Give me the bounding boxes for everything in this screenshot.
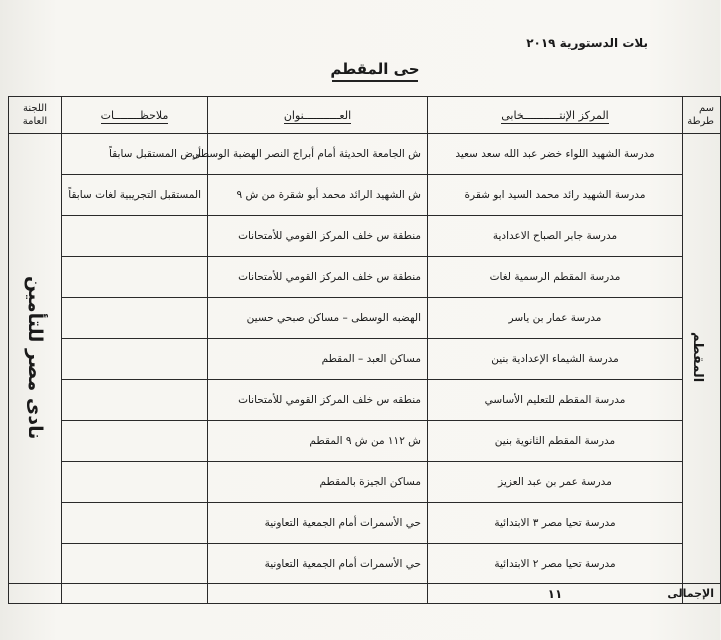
center-name: مدرسة الشهيد رائد محمد السيد ابو شقرة: [428, 174, 683, 215]
header-note: بلات الدستورية ٢٠١٩: [526, 36, 648, 50]
center-name: مدرسة المقطم الثانوية بنين: [428, 420, 683, 461]
table-row: [9, 174, 721, 215]
committee-value: نادى مصر للتأمين: [24, 275, 46, 439]
region-cell: [683, 134, 721, 584]
center-note: [62, 215, 208, 256]
center-address: منطقة س خلف المركز القومي للأمتحانات: [208, 256, 428, 297]
center-address: حي الأسمرات أمام الجمعية التعاونية: [208, 543, 428, 584]
col-notes-header: [62, 97, 208, 134]
center-address: مساكن العبد – المقطم: [208, 338, 428, 379]
center-address: حي الأسمرات أمام الجمعية التعاونية: [208, 502, 428, 543]
center-name: مدرسة تحيا مصر ٢ الابتدائية: [428, 543, 683, 584]
total-empty-committee: [9, 584, 62, 604]
center-note: [62, 379, 208, 420]
total-value: ١١: [428, 584, 683, 604]
center-name: مدرسة عمر بن عبد العزيز: [428, 461, 683, 502]
title-text: حى المقطم: [330, 60, 420, 78]
col-center-header: [428, 97, 683, 134]
title-underline: [332, 80, 418, 82]
center-address: منطقة س خلف المركز القومي للأمتحانات: [208, 215, 428, 256]
polling-centers-table: [8, 96, 721, 604]
table-row: [9, 461, 721, 502]
center-note: [62, 420, 208, 461]
table-row: [9, 297, 721, 338]
col-region-header: سم طرطة: [683, 97, 721, 134]
center-name: مدرسة المقطم للتعليم الأساسي: [428, 379, 683, 420]
table-row: [9, 379, 721, 420]
table-row: [9, 256, 721, 297]
center-address: ش الجامعة الحديثة أمام أبراج النصر الهضبة الوسطى: [208, 134, 428, 175]
region-label: المقطم: [690, 332, 705, 383]
table-row: [9, 502, 721, 543]
center-name: مدرسة المقطم الرسمية لغات: [428, 256, 683, 297]
table-row: [9, 543, 721, 584]
table-row: [9, 215, 721, 256]
center-note: [62, 543, 208, 584]
center-note: [62, 256, 208, 297]
document-title: [320, 60, 430, 82]
committee-cell: [9, 134, 62, 584]
col-notes-label: ملاحظــــــــات: [100, 108, 169, 122]
center-name: مدرسة تحيا مصر ٣ الابتدائية: [428, 502, 683, 543]
center-name: مدرسة جابر الصباح الاعدادية: [428, 215, 683, 256]
col-address-label: العـــــــــــنوان: [283, 108, 352, 122]
center-address: منطقه س خلف المركز القومي للأمتحانات: [208, 379, 428, 420]
total-label: الإجمالى: [683, 584, 721, 604]
center-note: [62, 502, 208, 543]
col-committee-header: اللجنة العامة: [9, 97, 62, 134]
center-address: ش الشهيد الرائد محمد أبو شقرة من ش ٩: [208, 174, 428, 215]
table-body: [9, 134, 721, 604]
center-address: الهضبه الوسطى – مساكن صبحي حسين: [208, 297, 428, 338]
header-row: [9, 97, 721, 134]
table-row: [9, 420, 721, 461]
col-address-header: [208, 97, 428, 134]
center-note: المستقبل التجريبية لغات سابقاً: [62, 174, 208, 215]
total-row: [9, 584, 721, 604]
center-address: ش ١١٢ من ش ٩ المقطم: [208, 420, 428, 461]
center-name: مدرسة الشيماء الإعدادية بنين: [428, 338, 683, 379]
center-note: [62, 338, 208, 379]
total-empty-notes: [62, 584, 208, 604]
table-row: [9, 338, 721, 379]
center-note: [62, 297, 208, 338]
col-center-label: المركز الإنتـــــــــــخابى: [501, 108, 609, 122]
center-address: مساكن الجيزة بالمقطم: [208, 461, 428, 502]
table-row: [9, 134, 721, 175]
center-name: مدرسة عمار بن ياسر: [428, 297, 683, 338]
total-empty-address: [208, 584, 428, 604]
center-note: أرض المستقبل سابقاً: [62, 134, 208, 175]
center-note: [62, 461, 208, 502]
center-name: مدرسة الشهيد اللواء خضر عبد الله سعد سعيد: [428, 134, 683, 175]
